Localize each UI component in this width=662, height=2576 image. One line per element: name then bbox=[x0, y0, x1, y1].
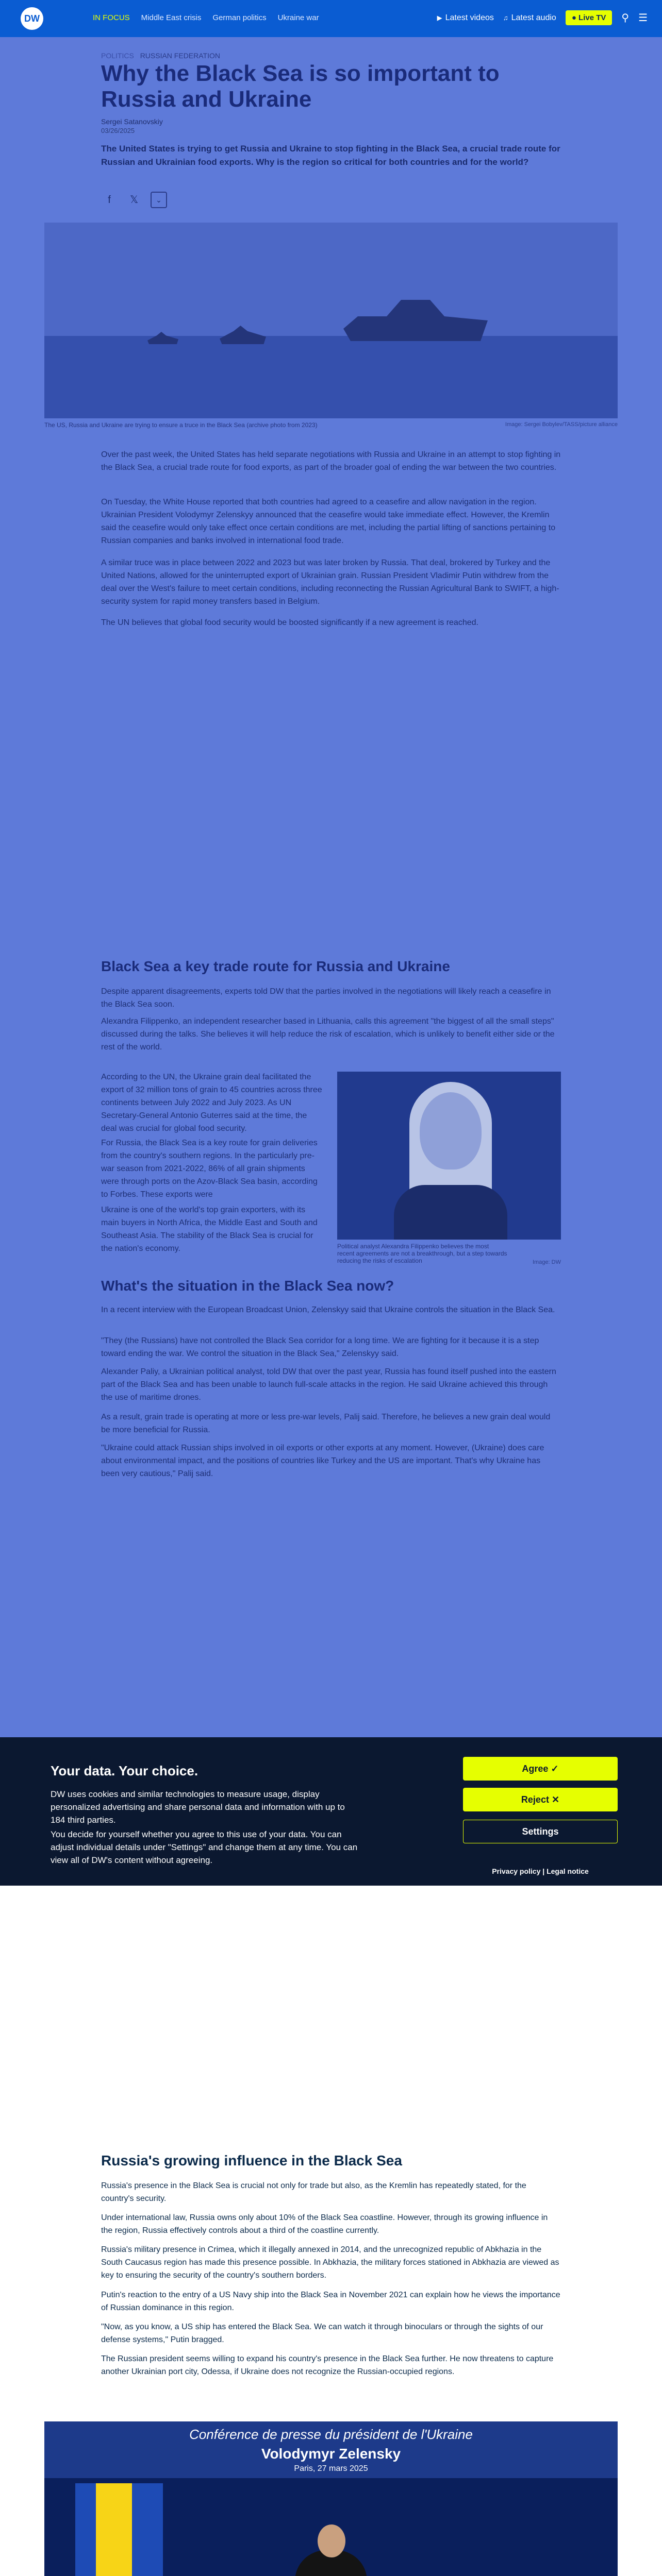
paragraph-5: Despite apparent disagreements, experts told DW that the parties involved in the negotiations will likely reach a ceasefire in the Black Sea soon. bbox=[101, 987, 551, 1009]
paragraph-16: Under international law, Russia owns only about 10% of the Black Sea coastline. However, through its growing influence in the region, Russia effectively controls about a third of the coastline currently. bbox=[101, 2213, 548, 2235]
paragraph-1: Over the past week, the United States has held separate negotiations with Russia and Ukraine in an attempt to stop fighting in the Black Sea, a crucial trade route for food exports, as part of the broader goal of ending the war between the two countries. bbox=[101, 450, 561, 472]
hero-caption: The US, Russia and Ukraine are trying to ensure a truce in the Black Sea (archive photo from 2023) bbox=[44, 421, 318, 429]
paragraph-15: Russia's presence in the Black Sea is crucial not only for trade but also, as the Kremlin has repeatedly stated, for the country's security. bbox=[101, 2181, 526, 2203]
paragraph-10: In a recent interview with the European Broadcast Union, Zelenskyy said that Ukraine controls the situation in the Black Sea. bbox=[101, 1306, 555, 1314]
live-dot-icon: ● bbox=[571, 13, 576, 22]
legal-notice-link[interactable]: Legal notice bbox=[547, 1867, 589, 1875]
reject-button[interactable] bbox=[463, 1788, 618, 1811]
dw-logo[interactable]: DW bbox=[21, 7, 43, 30]
latest-videos-link[interactable] bbox=[437, 13, 494, 23]
zel-head bbox=[318, 2524, 345, 2557]
paragraph-13: As a result, grain trade is operating at more or less pre-war levels, Palij said. Therefore, he believes a new grain deal would be more beneficial for Russia. bbox=[101, 1413, 551, 1434]
paragraph-9: Ukraine is one of the world's top grain exporters, with its main buyers in North Africa, the Middle East and South and Southeast Asia. The stability of the Black Sea is crucial for the nation's economy. bbox=[101, 1206, 318, 1253]
menu-icon[interactable]: ☰ bbox=[638, 12, 648, 24]
top-navigation-bar bbox=[0, 0, 662, 37]
cookie-links: Privacy policy | Legal notice bbox=[492, 1867, 589, 1875]
paragraph-12: Alexander Paliy, a Ukrainian political analyst, told DW that over the past year, Russia has found itself pushed into the eastern part of the Black Sea and has been unable to launch full-scale attacks in the region. He said Ukraine achieved this through the use of maritime drones. bbox=[101, 1367, 556, 1402]
zel-conference-banner bbox=[44, 2421, 618, 2478]
agree-button[interactable] bbox=[463, 1757, 618, 1781]
paragraph-8: For Russia, the Black Sea is a key route for grain deliveries from the country's southern regions. In the particularly pre-war season from 2021-2022, 86% of all grain shipments were through ports on the Azov-Black Sea basin, according to Forbes. These exports were bbox=[101, 1139, 318, 1199]
nav-item-ukraine-war[interactable]: Ukraine war bbox=[277, 13, 319, 22]
close-icon: ✕ bbox=[551, 1794, 560, 1805]
zel-banner-title: Conférence de presse du président de l'Ukraine bbox=[189, 2427, 473, 2442]
article-author[interactable]: Sergei Satanovskiy bbox=[101, 117, 163, 126]
article-date: 03/26/2025 bbox=[101, 127, 135, 134]
zel-banner-date: Paris, 27 mars 2025 bbox=[294, 2464, 368, 2473]
reject-label: Reject bbox=[521, 1794, 549, 1805]
hero-credit: Image: Sergei Bobylev/TASS/picture alliance bbox=[505, 421, 618, 428]
check-icon: ✓ bbox=[551, 1764, 559, 1774]
hero-sea bbox=[44, 336, 618, 418]
cookie-title: Your data. Your choice. bbox=[51, 1763, 198, 1778]
share-more-icon[interactable]: ⌄ bbox=[151, 192, 167, 208]
play-icon: ▶ bbox=[437, 13, 442, 22]
paragraph-20: The Russian president seems willing to expand his country's presence in the Black Sea further. He now threatens to capture another Ukrainian port city, Odessa, if Ukraine does not recognize the Russian-occupied regions. bbox=[101, 2354, 554, 2376]
paragraph-11: "They (the Russians) have not controlled the Black Sea corridor for a long time. We are fighting for it because it is a step toward ending the war. We control the situation in the Black Sea," Zelenskyy said. bbox=[101, 1336, 539, 1358]
main-nav bbox=[93, 13, 319, 22]
portrait-body bbox=[394, 1185, 507, 1240]
paragraph-4: The UN believes that global food security would be boosted significantly if a new agreement is reached. bbox=[101, 618, 478, 627]
nav-item-middle-east[interactable]: Middle East crisis bbox=[141, 13, 202, 22]
article-kicker bbox=[101, 52, 220, 60]
nav-item-in-focus[interactable]: IN FOCUS bbox=[93, 13, 130, 22]
kicker-section[interactable]: POLITICS bbox=[101, 52, 134, 60]
settings-button[interactable]: Settings bbox=[463, 1820, 618, 1843]
cookie-text-1: DW uses cookies and similar technologies to measure usage, display personalized advertising and share personal data and information with up to 184 third parties. bbox=[51, 1789, 345, 1825]
paragraph-3: A similar truce was in place between 2022 and 2023 but was later broken by Russia. That deal, brokered by Turkey and the United Nations, allowed for the uninterrupted export of Ukrainian grain. Russian President Vladimir Putin withdrew from the deal over the West's failure to meet certain conditions, including reconnecting the Russian Agricultural Bank to SWIFT, a high-security system for rapid money transfers based in Belgium. bbox=[101, 558, 559, 606]
paragraph-2: On Tuesday, the White House reported that both countries had agreed to a ceasefire and allow navigation in the region. Ukrainian President Volodymyr Zelenskyy announced that the ceasefire would take immediate effect. However, the Kremlin said the ceasefire would only take effect once certain conditions are met, including the partial lifting of sanctions pertaining to Russian companies and banks involved in international food trade. bbox=[101, 498, 556, 545]
portrait-image bbox=[337, 1072, 561, 1240]
headphones-icon: ♫ bbox=[503, 14, 508, 22]
heading-influence: Russia's growing influence in the Black Sea bbox=[101, 2153, 402, 2168]
hero-sky bbox=[44, 223, 618, 336]
live-tv-button[interactable] bbox=[566, 10, 613, 25]
cookie-text-2: You decide for yourself whether you agree to this use of your data. You can adjust individual details under "Settings" and change them at any time. You can view all of DW's content without agreeing. bbox=[51, 1829, 358, 1865]
latest-audio-link[interactable] bbox=[503, 13, 556, 23]
hero-image bbox=[44, 223, 618, 418]
x-icon[interactable]: 𝕏 bbox=[129, 194, 139, 206]
kicker-topic[interactable]: RUSSIAN FEDERATION bbox=[140, 52, 220, 60]
latest-audio-label: Latest audio bbox=[511, 13, 556, 22]
paragraph-6: Alexandra Filippenko, an independent researcher based in Lithuania, calls this agreement "the biggest of all the small steps" discussed during the talks. She believes it will help reduce the risk of escalation, which is unlikely to benefit either side or the rest of the world. bbox=[101, 1017, 555, 1052]
header-actions bbox=[437, 10, 648, 25]
heading-situation: What's the situation in the Black Sea now? bbox=[101, 1278, 394, 1294]
paragraph-19: "Now, as you know, a US ship has entered the Black Sea. We can watch it through binoculars or through the sights of our defense systems," Putin bragged. bbox=[101, 2323, 543, 2344]
paragraph-14: "Ukraine could attack Russian ships involved in oil exports or other exports at any moment. However, (Ukraine) does care about environmental impact, and the positions of countries like Turkey and the US are important. That's why Ukraine has been very cautious," Palij said. bbox=[101, 1444, 544, 1478]
portrait-caption: Political analyst Alexandra Filippenko believes the most recent agreements are not a breakthrough, but a step towards reducing the risks of escalation bbox=[337, 1243, 507, 1264]
zel-banner-name: Volodymyr Zelensky bbox=[261, 2446, 401, 2462]
share-bar bbox=[101, 192, 167, 208]
portrait-face bbox=[420, 1092, 482, 1170]
paragraph-7: According to the UN, the Ukraine grain deal facilitated the export of 32 million tons of grain to 45 countries across three continents between July 2022 and July 2023. As UN Secretary-General Antonio Guterres said at the time, the deal was crucial for global food security. bbox=[101, 1073, 322, 1133]
agree-label: Agree bbox=[522, 1764, 549, 1774]
nav-item-german-politics[interactable]: German politics bbox=[212, 13, 267, 22]
live-tv-label: Live TV bbox=[578, 13, 606, 22]
privacy-policy-link[interactable]: Privacy policy bbox=[492, 1867, 541, 1875]
ukraine-flag bbox=[96, 2483, 132, 2576]
article-title: Why the Black Sea is so important to Russia and Ukraine bbox=[101, 61, 500, 112]
paragraph-17: Russia's military presence in Crimea, which it illegally annexed in 2014, and the unrecognized republic of Abkhazia in the South Caucasus region has made this presence possible. In Abkhazia, the military forces stationed in Abkhazia are viewed as key to ensuring the security of the country's southern borders. bbox=[101, 2245, 559, 2280]
article-lede: The United States is trying to get Russia and Ukraine to stop fighting in the Black Sea, a crucial trade route for Russian and Ukrainian food exports. Why is the region so critical for both countries and for the world? bbox=[101, 144, 560, 167]
facebook-icon[interactable]: f bbox=[108, 194, 111, 206]
portrait-credit: Image: DW bbox=[532, 1259, 561, 1265]
paragraph-18: Putin's reaction to the entry of a US Navy ship into the Black Sea in November 2021 can explain how he views the importance of Russian dominance in this region. bbox=[101, 2291, 560, 2312]
search-icon[interactable]: ⚲ bbox=[621, 12, 630, 24]
zelenskyy-press-image bbox=[44, 2421, 618, 2576]
heading-trade-route: Black Sea a key trade route for Russia and Ukraine bbox=[101, 958, 450, 974]
latest-videos-label: Latest videos bbox=[445, 13, 494, 22]
